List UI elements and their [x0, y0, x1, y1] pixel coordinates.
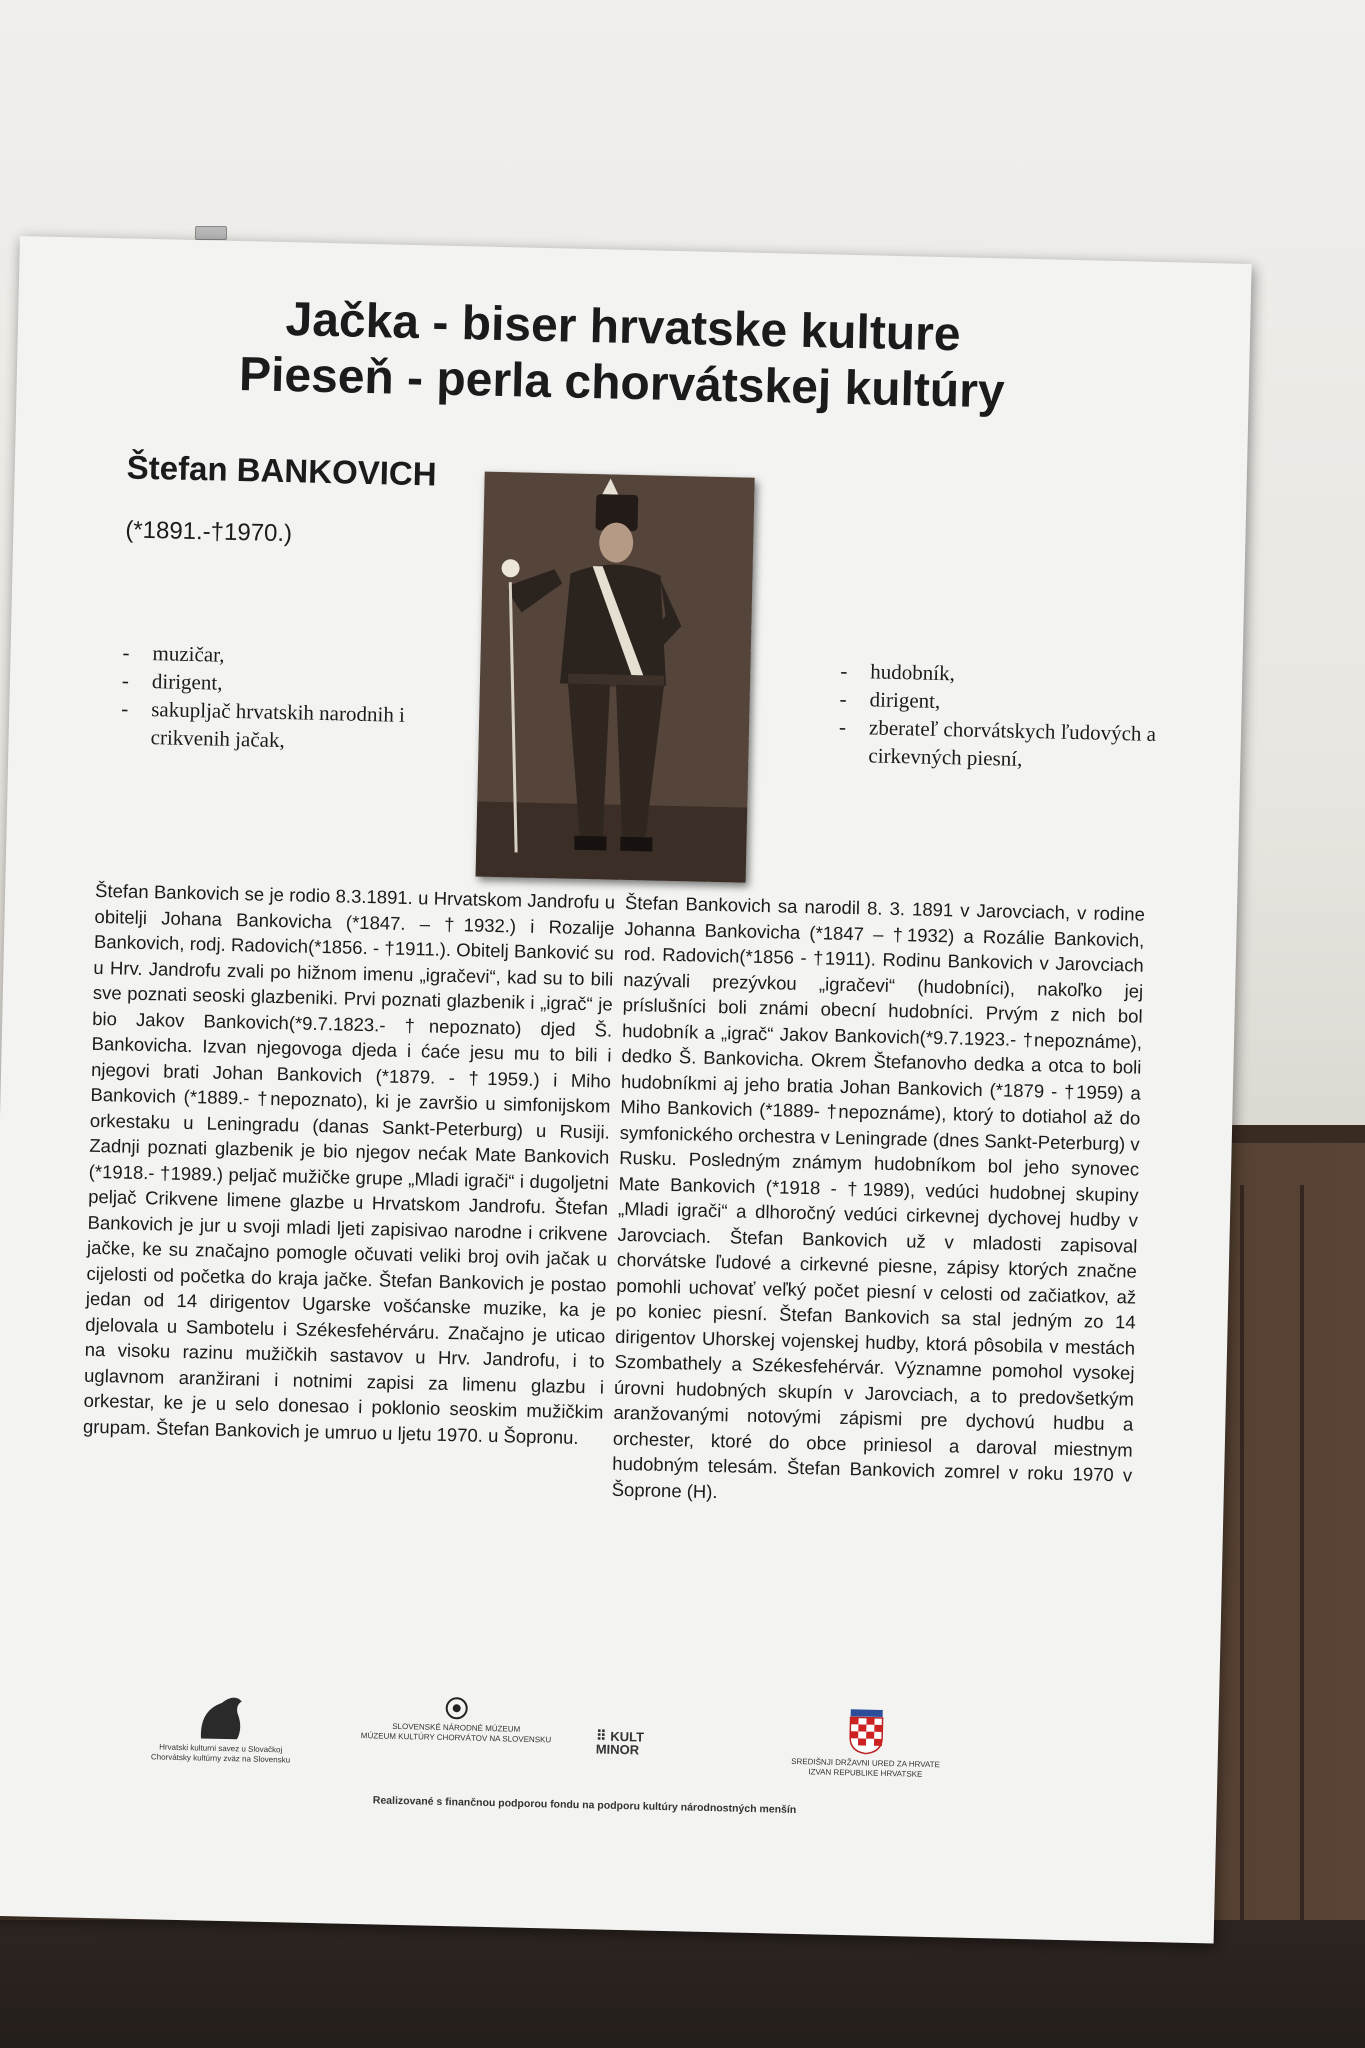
croatian-coat-of-arms-icon [846, 1705, 887, 1756]
person-name: Štefan BANKOVICH [126, 448, 437, 493]
wall-clip-left [195, 226, 227, 240]
portrait-photo [476, 472, 755, 883]
funding-note: Realizované s finančnou podporou fondu na podporu kultúry národnostných menšín [372, 1794, 797, 1817]
role-item: - sakupljač hrvatskih narodnih i crikvenih jačak, [120, 694, 461, 758]
title-croatian: Jačka - biser hrvatske kulture [285, 293, 962, 362]
role-item: - dirigent, [122, 666, 463, 702]
biography-croatian: Štefan Bankovich se je rodio 8.3.1891. u Hrvatskom Jandrofu u obitelji Johana Bankovicha (*1847. – †1932.) i Rozalije Bankovich, rodj. Radovich(*1856. - †1911.). Obitelj Banković su u Hrv. Jandrofu zvali po hižnom imenu „igračevi“, kad su to bili sve poznati seoski glazbeniki. Prvi poznati glazbenik i „igrač“ je bio Jakov Bankovich(*9.7.1823.- †nepoznato) djed Š. Bankovicha. Izvan njegovoga djeda i ćaće jesu mu to bili i njegovi brati Johan Bankovich (*1879. - †1959.) i Miho Bankovich (*1889.- †nepoznato), ki je završio u simfonijskom orkestaku u Leningradu (danas Sankt-Peterburg) u Rusiji. Zadnji poznati glazbenik je bio njegov nećak Mate Bankovich (*1918.- †1989.) peljač mužičke grupe „Mladi igrači“ i dugoljetni peljač Crikvene limene glazbe u Hrvatskom Jandrofu. Štefan Bankovich je jur u svoji mladi ljeti zapisivao narodne i crikvene jačke, ke su značajno pomogle očuvati veliki broj ovih jačak u cijelosti od početka do kraja jačke. Štefan Bankovich je postao jedan od 14 dirigentov Ugarske vošćanske muzike, ka je djelovala u Sambotelu i Székesfehérváru. Značajno je uticao na visoku razinu mužičkih sastavov u Hrv. Jandrofu, i to uglavnom aranžirani i notnimi zapisi za limenu glazbu i orkestar, ke je u selo donesao i poklonio seoskim mužičkim grupam. Štefan Bankovich je umruo u ljetu 1970. u Šopronu. [82, 879, 616, 1448]
roles-croatian [120, 638, 462, 758]
roles-slovak [838, 657, 1180, 777]
poster-board [0, 236, 1252, 1944]
life-dates: (*1891.-†1970.) [125, 516, 293, 548]
role-item: - hudobník, [840, 657, 1181, 693]
title-slovak: Pieseň - perla chorvátskej kultúry [238, 348, 1006, 419]
role-item: - muzičar, [122, 638, 463, 674]
biography-slovak: Štefan Bankovich sa narodil 8. 3. 1891 v Jarovciach, v rodine Johanna Bankovicha (*1847 – †1932) a Rozálie Bankovich, rod. Radovich(*1856 - †1911). Rodinu Bankovich v Jarovciach nazývali prezývkou „igračevi“ (hudobníci), nakoľko jej príslušníci boli známi obecní hudobníci. Prvým z nich bol hudobník a „igrač“ Jakov Bankovich(*9.7.1923.- †nepoznáme), dedko Š. Bankovicha. Okrem Štefanovho dedka a otca to boli hudobníkmi aj jeho bratia Johan Bankovich (*1879 - †1959) a Miho Bankovich (*1889- †nepoznáme), ktorý to dotiahol až do symfonického orchestra v Leningrade (dnes Sankt-Peterburg) v Rusku. Posledným známym hudobníkom bol jeho synovec Mate Bankovich (*1918 - †1989), vedúci hudobnej skupiny „Mladi igrači“ a dlhoročný vedúci cirkevnej dychovej hudby v Jarovciach. Štefan Bankovich už v mladosti zapisoval chorvátske ľudové a cirkevné piesne, zápisy ktorých značne pomohli uchovať veľký počet piesní v celosti od začiatkov, až po koniec piesní. Štefan Bankovich sa stal jedným zo 14 dirigentov Uhorskej vojenskej hudby, ktorá pôsobila v mestách Szombathely a Székesfehérvár. Významne pomohol vysokej úrovni hudobných skupín v Jarovciach, a to predovšetkým aranžovanými notovými zápismi pre dychovú hudbu a orchester, ktoré do obce priniesol a daroval miestnym hudobným telesám. Štefan Bankovich zomrel v roku 1970 v Šoprone (H). [611, 891, 1146, 1502]
role-item: - zberateľ chorvátskych ľudových a cirkevných piesní, [838, 713, 1179, 777]
role-item: - dirigent, [839, 685, 1180, 721]
bird-emblem-icon [191, 1690, 252, 1741]
portrait-figure [476, 472, 755, 883]
logo-hrvatski-kulturni-savez: Hrvatski kulturni savez u Slovačkoj Chorvátsky kultúrny zväz na Slovensku [125, 1689, 317, 1766]
poster-title [96, 288, 1148, 424]
logo-slovenske-narodne-muzeum: SLOVENSKÉ NÁRODNÉ MÚZEUM MÚZEUM KULTÚRY CHORVÁTOV NA SLOVENSKU [356, 1694, 557, 1746]
kult-minor-dots-icon: ⠿ [595, 1727, 607, 1744]
sponsor-logos [125, 1689, 1027, 1799]
logo-sredisnji-drzavni-ured: SREDIŠNJI DRŽAVNI URED ZA HRVATE IZVAN REPUBLIKE HRVATSKE [765, 1703, 967, 1781]
museum-emblem-icon [444, 1696, 469, 1721]
logo-kult-minor: ⠿ KULT MINOR [595, 1727, 645, 1758]
